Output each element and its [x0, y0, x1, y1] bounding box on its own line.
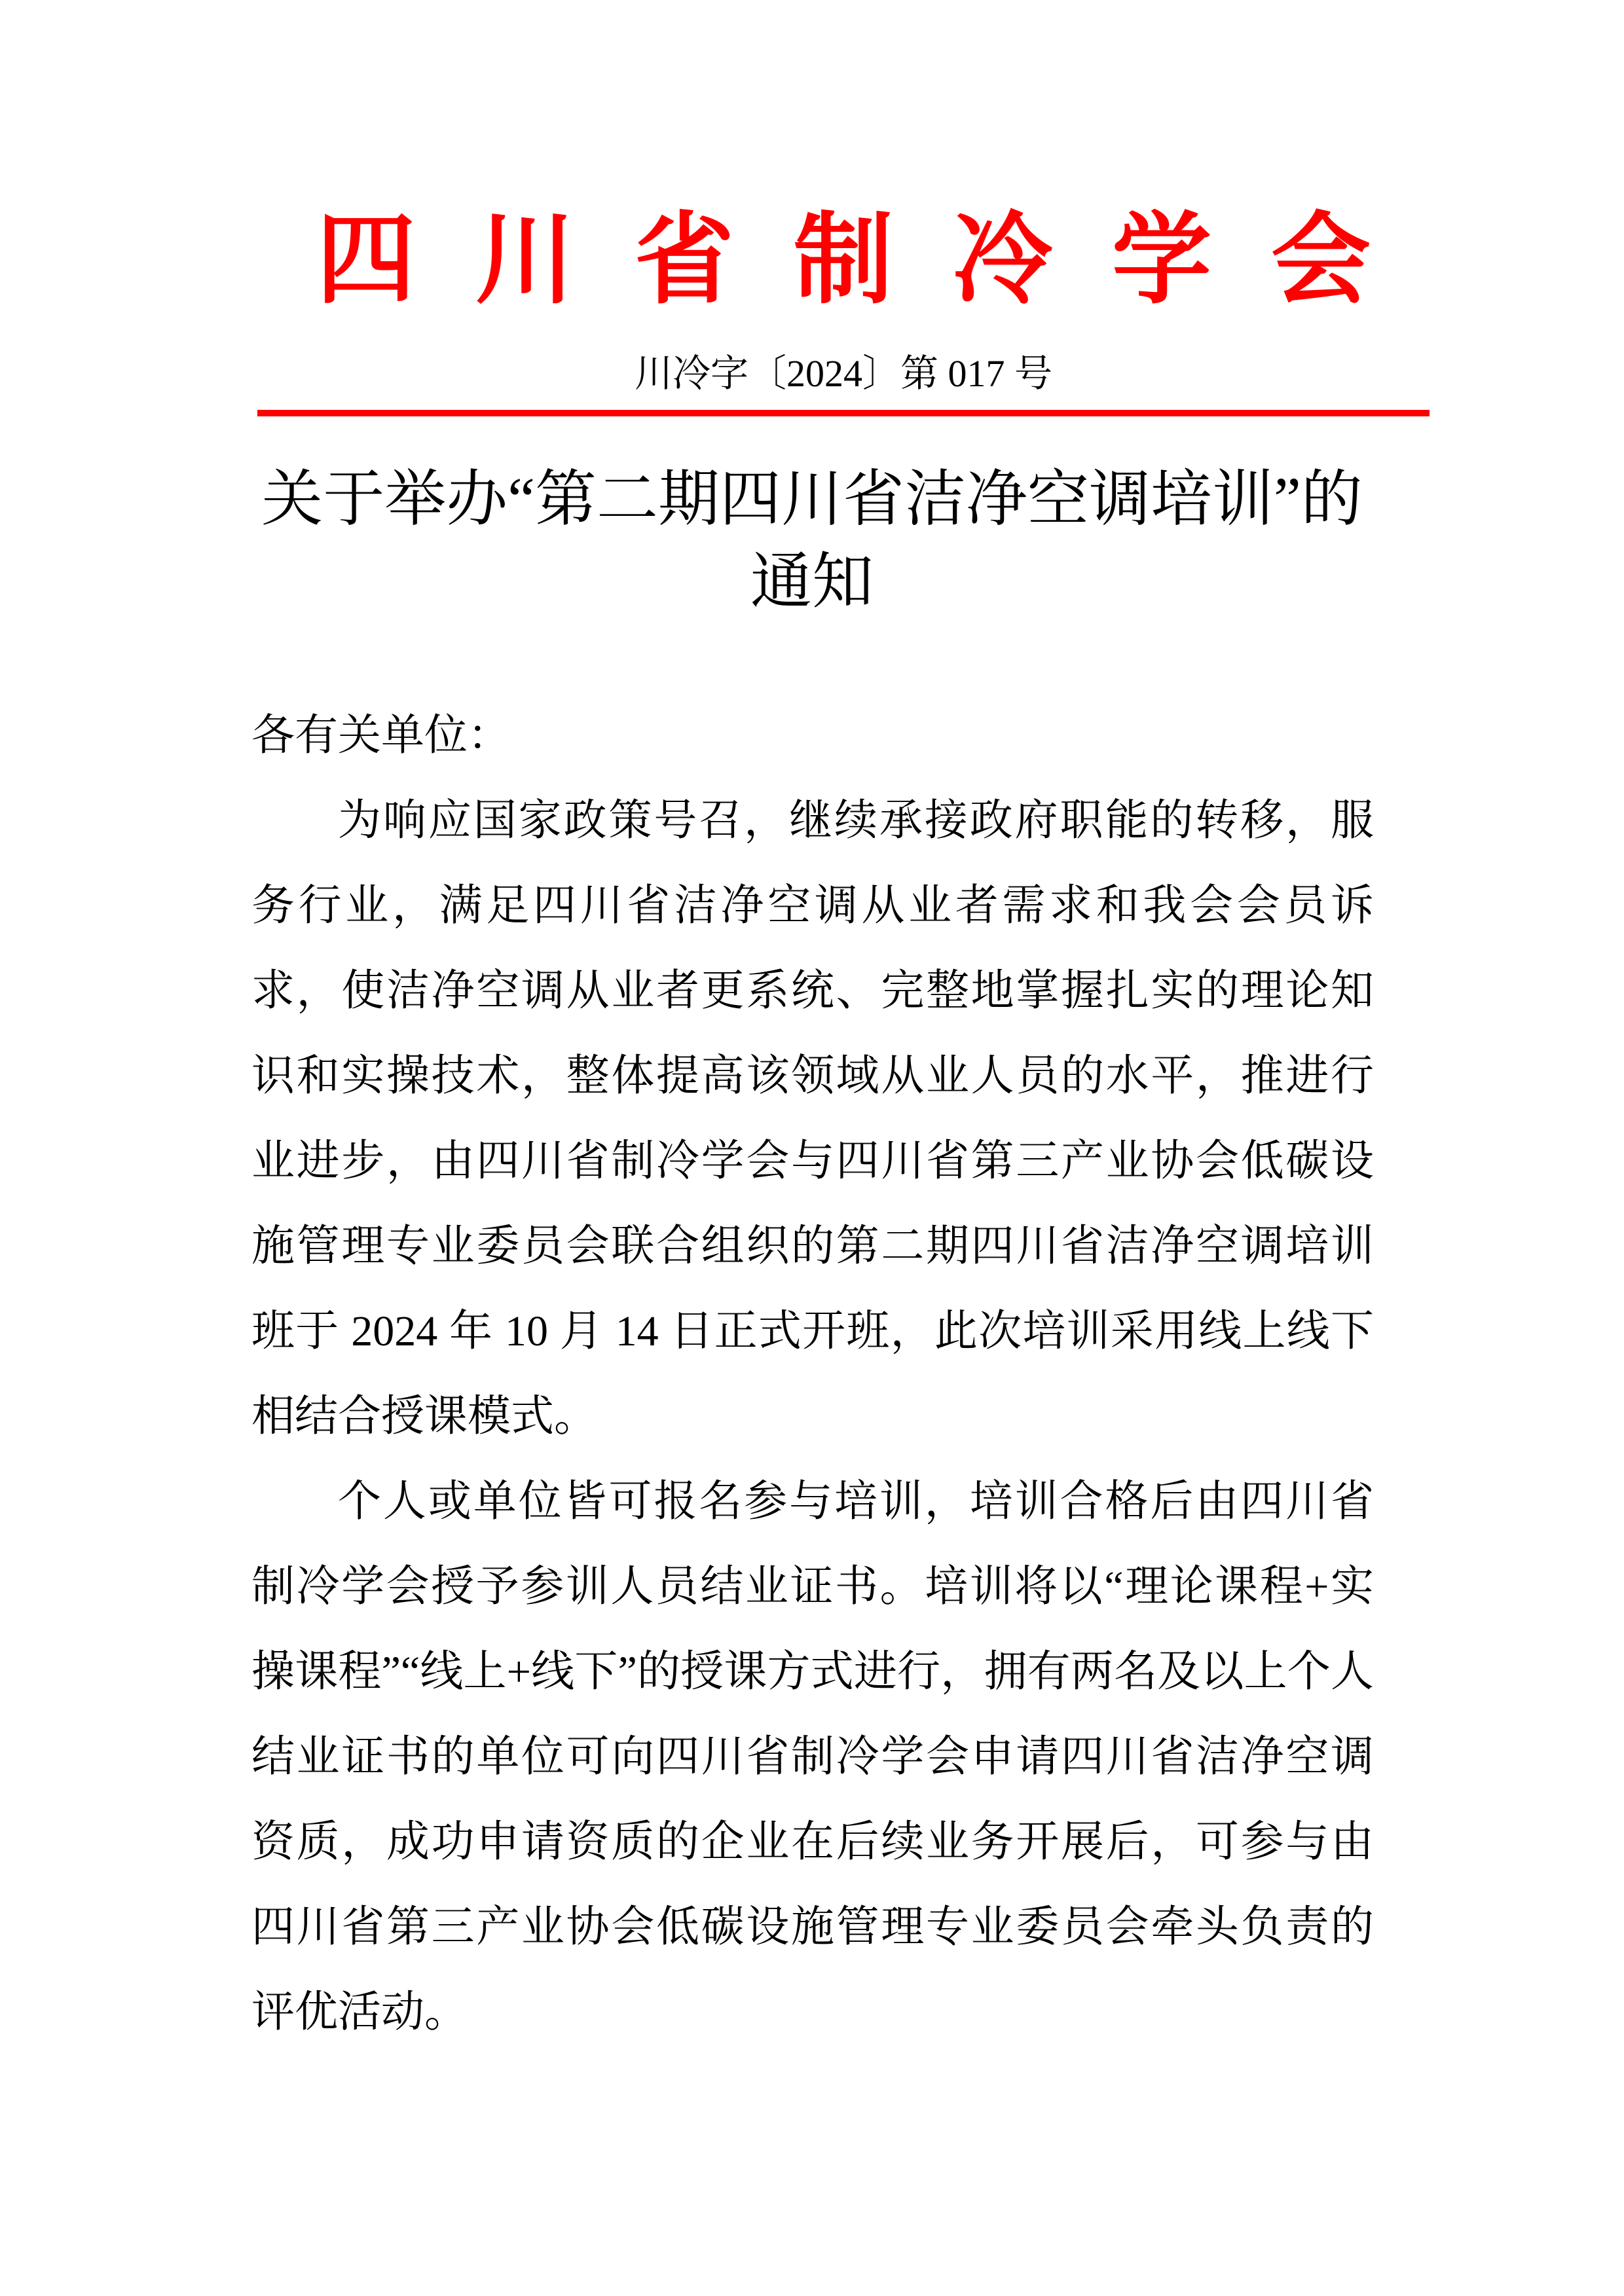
body-paragraph: 为响应国家政策号召，继续承接政府职能的转移，服务行业，满足四川省洁净空调从业者需求和我会会员诉求，使洁净空调从业者更系统、完整地掌握扎实的理论知识和实操技术，整体提高该领域从业人员的水平，推进行业进步，由四川省制冷学会与四川省第三产业协会低碳设施管理专业委员会联合组织的第二期四川省洁净空调培训班于 2024 年 10 月 14 日正式开班，此次培训采用线上线下相结合授课模式。 — [251, 797, 1374, 1440]
salutation: 各有关单位： — [251, 712, 511, 759]
body-paragraph: 个人或单位皆可报名参与培训，培训合格后由四川省制冷学会授予参训人员结业证书。培训将以“理论课程+实操课程”“线上+线下”的授课方式进行，拥有两名及以上个人结业证书的单位可向四川省制冷学会申请四川省洁净空调资质，成功申请资质的企业在后续业务开展后，可参与由四川省第三产业协会低碳设施管理专业委员会牵头负责的评优活动。 — [251, 1478, 1374, 2036]
notice-title-line-2: 通知 — [750, 548, 874, 616]
organization-title: 四川省制冷学会 — [316, 206, 1371, 316]
letterhead — [63, 0, 1624, 416]
notice-title — [251, 458, 1373, 623]
notice-body — [251, 693, 1374, 2055]
document-number: 川冷字〔2024〕第 017 号 — [634, 352, 1052, 395]
notice-title-line-1: 关于举办“第二期四川省洁净空调培训”的 — [261, 465, 1363, 534]
red-divider-line — [257, 410, 1430, 416]
